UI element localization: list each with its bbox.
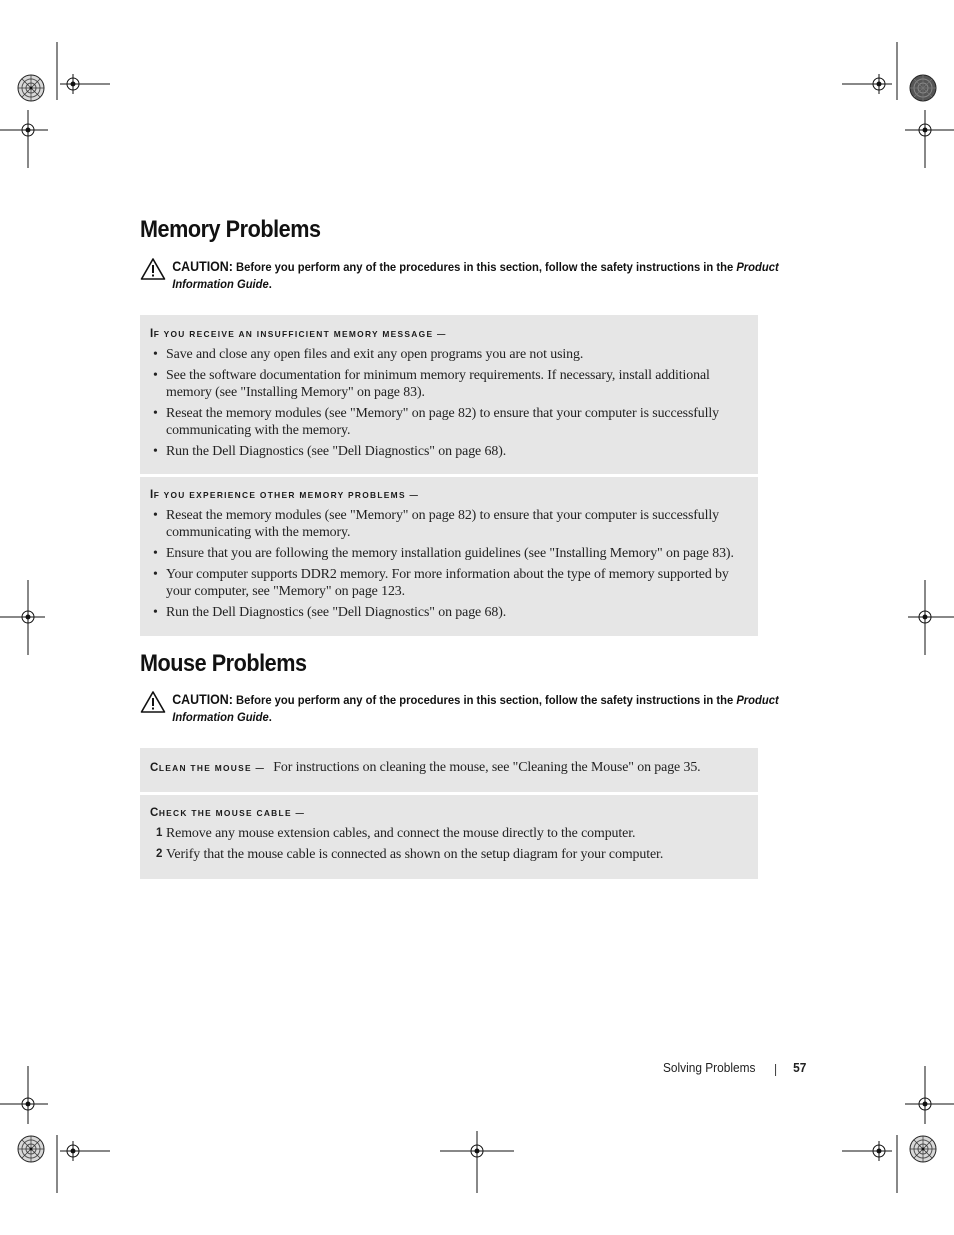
caution-notice-mouse: CAUTION: Before you perform any of the procedures in this section, follow the safety instructions in the Product Information Guide.: [140, 691, 820, 726]
caution-reference: Product Information Guide: [172, 693, 779, 724]
tip-heading: IF YOU EXPERIENCE OTHER MEMORY PROBLEMS —: [150, 489, 420, 501]
list-item: • Run the Dell Diagnostics (see "Dell Diagnostics" on page 68).: [153, 444, 507, 459]
list-item: • Reseat the memory modules (see "Memory" on page 82) to ensure that your computer is successfully communicating with the memory.: [153, 508, 719, 540]
list-item: • See the software documentation for minimum memory requirements. If necessary, install additional memory (see "Installing Memory" on page 83).: [153, 368, 710, 400]
section-title-memory: Memory Problems: [140, 216, 321, 243]
caution-text: Before you perform any of the procedures in this section, follow the safety instructions in the: [236, 260, 737, 274]
bullet-list: [150, 346, 748, 460]
tip-body: For instructions on cleaning the mouse, see "Cleaning the Mouse" on page 35.: [273, 760, 701, 775]
tip-box-insufficient-memory: [140, 315, 758, 474]
step-list: [150, 825, 748, 863]
caution-notice-memory: CAUTION: Before you perform any of the procedures in this section, follow the safety instructions in the Product Information Guide.: [140, 258, 820, 293]
bullet-list: [150, 507, 748, 621]
step-item: 2 Verify that the mouse cable is connected as shown on the setup diagram for your computer.: [156, 847, 664, 862]
list-item: • Your computer supports DDR2 memory. For more information about the type of memory supported by your computer, see "Memory" on page 123.: [153, 567, 729, 599]
page-footer: [663, 1061, 807, 1075]
page-number: 57: [793, 1061, 807, 1075]
tip-box-check-mouse-cable: [140, 795, 758, 879]
tip-heading: CHECK THE MOUSE CABLE —: [150, 807, 306, 819]
list-item: • Ensure that you are following the memory installation guidelines (see "Installing Memory" on page 83).: [153, 546, 734, 561]
list-item: • Reseat the memory modules (see "Memory" on page 82) to ensure that your computer is successfully communicating with the memory.: [153, 406, 719, 438]
caution-label: CAUTION:: [172, 692, 233, 707]
footer-section-name: Solving Problems: [663, 1061, 756, 1075]
tip-heading: IF YOU RECEIVE AN INSUFFICIENT MEMORY MESSAGE —: [150, 328, 447, 340]
tip-box-clean-mouse: [140, 748, 758, 792]
tip-heading: CLEAN THE MOUSE — For instructions on cleaning the mouse, see "Cleaning the Mouse" on page 35.: [150, 760, 701, 775]
tip-box-other-memory-problems: [140, 477, 758, 636]
footer-divider: [775, 1064, 776, 1076]
step-item: 1 Remove any mouse extension cables, and connect the mouse directly to the computer.: [156, 826, 636, 841]
caution-text: Before you perform any of the procedures in this section, follow the safety instructions in the: [236, 693, 737, 707]
list-item: • Run the Dell Diagnostics (see "Dell Diagnostics" on page 68).: [153, 605, 507, 620]
caution-label: CAUTION:: [172, 259, 233, 274]
caution-reference: Product Information Guide: [172, 260, 779, 291]
list-item: • Save and close any open files and exit any open programs you are not using.: [153, 347, 584, 362]
section-title-mouse: Mouse Problems: [140, 650, 307, 677]
